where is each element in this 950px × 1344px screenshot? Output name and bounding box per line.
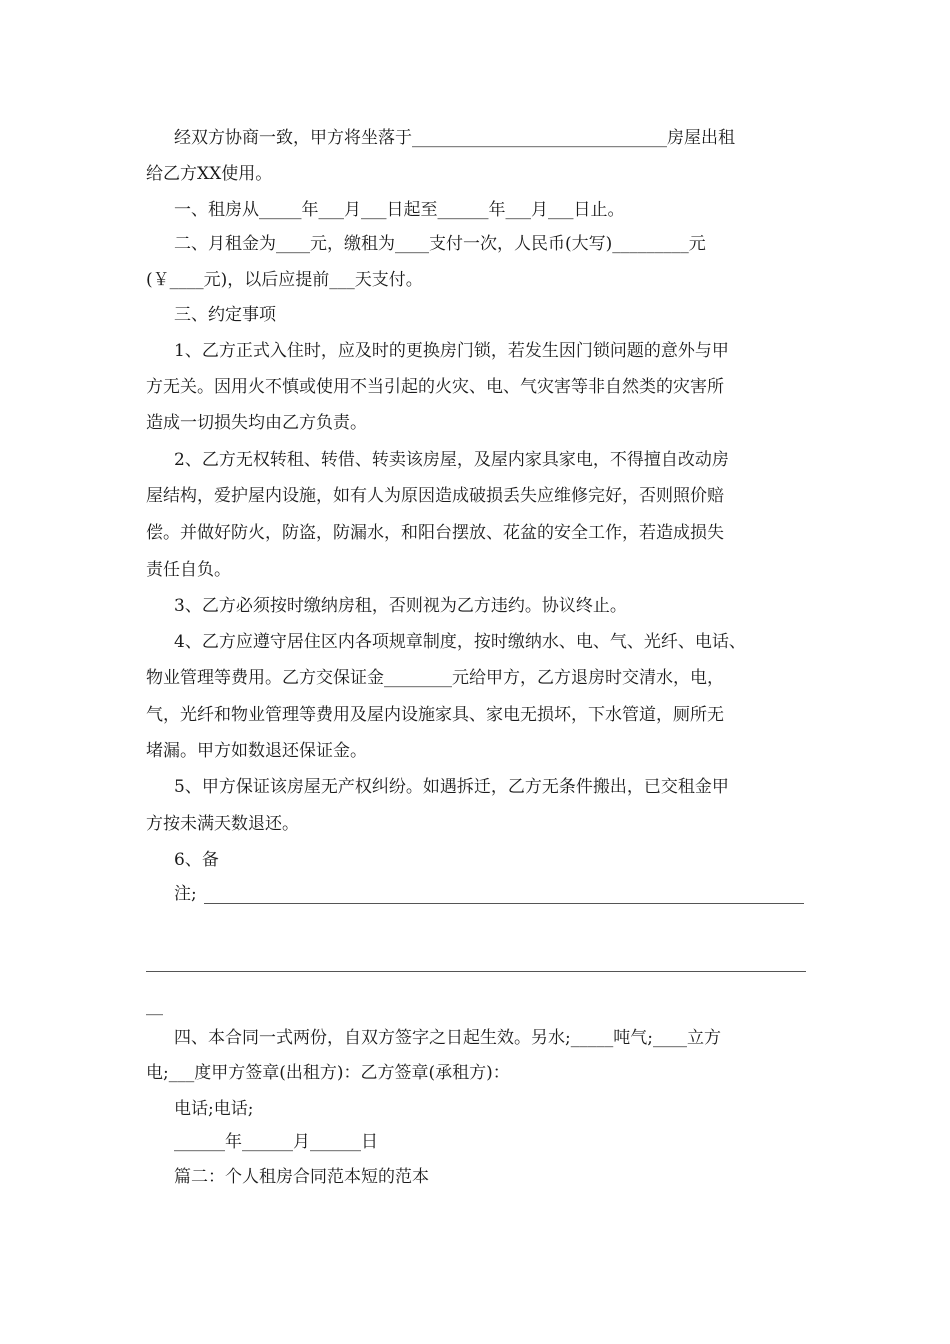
paragraph-line: 注; bbox=[174, 884, 197, 904]
date-line: ______年______月______日 bbox=[174, 1132, 378, 1152]
paragraph-line: 经双方协商一致，甲方将坐落于______________________________房屋出租 bbox=[174, 128, 735, 148]
paragraph-line: 给乙方XX使用。 bbox=[146, 164, 273, 184]
paragraph-line: 三、约定事项 bbox=[174, 305, 276, 325]
paragraph-line: 4、乙方应遵守居住区内各项规章制度，按时缴纳水、电、气、光纤、电话、 bbox=[174, 632, 746, 652]
paragraph-line: 偿。并做好防火，防盗，防漏水，和阳台摆放、花盆的安全工作，若造成损失 bbox=[146, 523, 724, 543]
paragraph-line: 2、乙方无权转租、转借、转卖该房屋，及屋内家具家电，不得擅自改动房 bbox=[174, 450, 729, 470]
paragraph-line: 一、租房从_____年___月___日起至______年___月___日止。 bbox=[174, 200, 625, 220]
remarks-underline bbox=[204, 903, 804, 904]
paragraph-line: 四、本合同一式两份，自双方签字之日起生效。另水;_____吨气;____立方 bbox=[174, 1028, 721, 1048]
paragraph-line: 二、月租金为____元，缴租为____支付一次，人民币(大写)_________元 bbox=[174, 234, 706, 254]
section-heading: 篇二：个人租房合同范本短的范本 bbox=[174, 1167, 429, 1187]
paragraph-line: 物业管理等费用。乙方交保证金________元给甲方，乙方退房时交清水，电， bbox=[146, 668, 724, 688]
paragraph-line: 3、乙方必须按时缴纳房租，否则视为乙方违约。协议终止。 bbox=[174, 596, 627, 616]
paragraph-line: 气，光纤和物业管理等费用及屋内设施家具、家电无损坏，下水管道，厕所无 bbox=[146, 705, 724, 725]
paragraph-line: 电;___度甲方签章(出租方)：乙方签章(承租方)： bbox=[146, 1063, 510, 1083]
paragraph-line: 堵漏。甲方如数退还保证金。 bbox=[146, 741, 367, 761]
paragraph-line: 责任自负。 bbox=[146, 560, 231, 580]
paragraph-line: 造成一切损失均由乙方负责。 bbox=[146, 413, 367, 433]
paragraph-line: __ bbox=[146, 996, 163, 1016]
remarks-underline bbox=[146, 971, 806, 972]
paragraph-line: 1、乙方正式入住时，应及时的更换房门锁，若发生因门锁问题的意外与甲 bbox=[174, 341, 729, 361]
paragraph-line: 6、备 bbox=[174, 850, 219, 870]
paragraph-line: (￥____元)，以后应提前___天支付。 bbox=[146, 270, 423, 290]
paragraph-line: 5、甲方保证该房屋无产权纠纷。如遇拆迁，乙方无条件搬出，已交租金甲 bbox=[174, 777, 729, 797]
paragraph-line: 方按未满天数退还。 bbox=[146, 814, 299, 834]
paragraph-line: 屋结构，爱护屋内设施，如有人为原因造成破损丢失应维修完好，否则照价赔 bbox=[146, 486, 724, 506]
paragraph-line: 电话;电话; bbox=[174, 1099, 254, 1119]
paragraph-line: 方无关。因用火不慎或使用不当引起的火灾、电、气灾害等非自然类的灾害所 bbox=[146, 377, 724, 397]
